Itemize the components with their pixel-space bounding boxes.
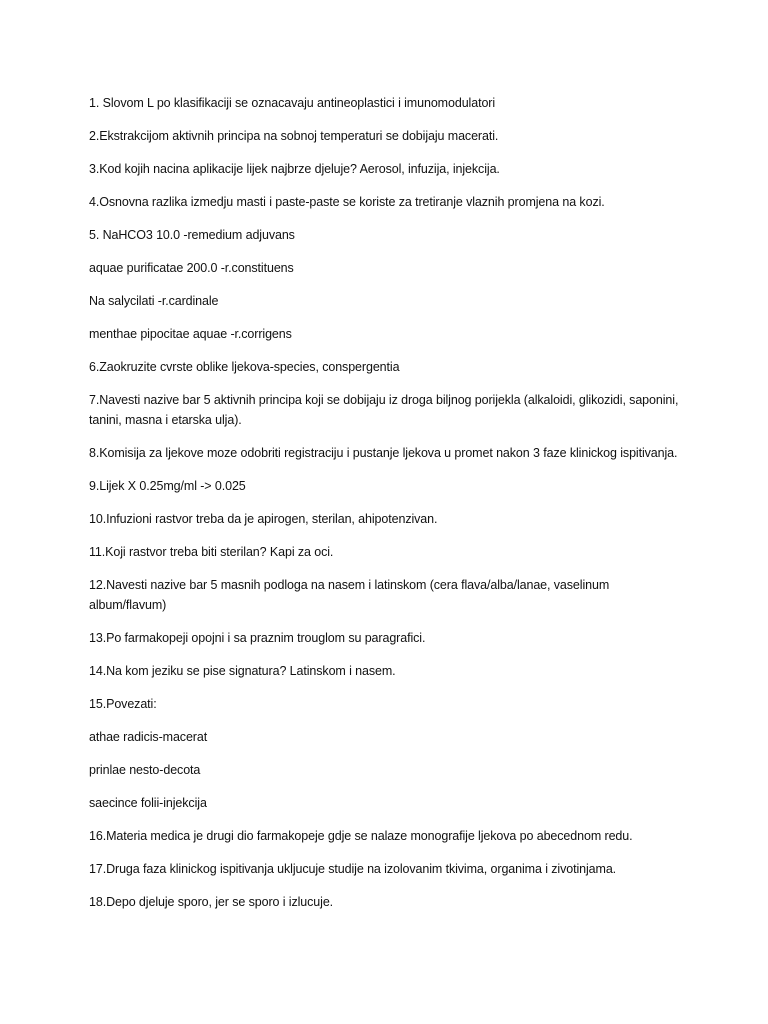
text-line-19: athae radicis-macerat [89,730,208,744]
text-line-10: 7.Navesti nazive bar 5 aktivnih principa koji se dobijaju iz droga biljnog porijekla (alkaloidi, glikozidi, saponini, tanini, masna i etarska ulja). [89,393,679,427]
text-line-4: 4.Osnovna razlika izmedju masti i paste-paste se koriste za tretiranje vlaznih promjena na kozi. [89,195,605,209]
text-line-23: 17.Druga faza klinickog ispitivanja ukljucuje studije na izolovanim tkivima, organima i zivotinjama. [89,862,617,876]
text-line-11: 8.Komisija za ljekove moze odobriti registraciju i pustanje ljekova u promet nakon 3 faze klinickog ispitivanja. [89,446,678,460]
text-line-21: saecince folii-injekcija [89,796,207,810]
text-line-13: 10.Infuzioni rastvor treba da je apirogen, sterilan, ahipotenzivan. [89,512,438,526]
text-line-24: 18.Depo djeluje sporo, jer se sporo i izlucuje. [89,895,334,909]
text-line-1: 1. Slovom L po klasifikaciji se oznacavaju antineoplastici i imunomodulatori [89,96,496,110]
text-line-3: 3.Kod kojih nacina aplikacije lijek najbrze djeluje? Aerosol, infuzija, injekcija. [89,162,500,176]
text-line-8: menthae pipocitae aquae -r.corrigens [89,327,292,341]
text-line-14: 11.Koji rastvor treba biti sterilan? Kapi za oci. [89,545,334,559]
text-line-16: 13.Po farmakopeji opojni i sa praznim trouglom su paragrafici. [89,631,426,645]
text-line-20: prinlae nesto-decota [89,763,201,777]
text-line-5: 5. NaHCO3 10.0 -remedium adjuvans [89,228,295,242]
text-line-12: 9.Lijek X 0.25mg/ml -> 0.025 [89,479,246,493]
text-line-6: aquae purificatae 200.0 -r.constituens [89,261,294,275]
text-line-15: 12.Navesti nazive bar 5 masnih podloga na nasem i latinskom (cera flava/alba/lanae, vaselinum album/flavum) [89,578,610,612]
text-line-9: 6.Zaokruzite cvrste oblike ljekova-species, conspergentia [89,360,400,374]
document-page [89,93,689,925]
text-line-17: 14.Na kom jeziku se pise signatura? Latinskom i nasem. [89,664,396,678]
text-line-18: 15.Povezati: [89,697,157,711]
text-line-7: Na salycilati -r.cardinale [89,294,219,308]
text-line-22: 16.Materia medica je drugi dio farmakopeje gdje se nalaze monografije ljekova po abecednom redu. [89,829,633,843]
text-line-2: 2.Ekstrakcijom aktivnih principa na sobnoj temperaturi se dobijaju macerati. [89,129,499,143]
